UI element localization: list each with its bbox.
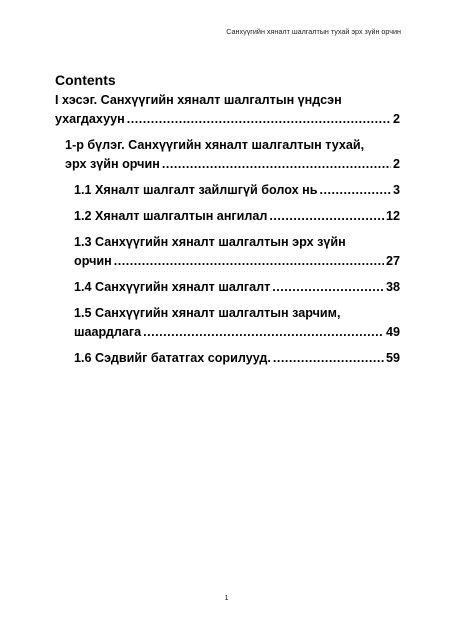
- toc-entry-title: 1.6 Сэдвийг бататгах сорилууд.: [74, 351, 271, 365]
- toc-page-number: 49: [385, 325, 400, 339]
- dot-leader: [320, 181, 391, 200]
- toc-entry-title: 1.1 Хяналт шалгалт зайлшгүй болох нь: [74, 183, 318, 197]
- toc-entry-title-cont: эрх зүйн орчин: [65, 157, 160, 171]
- toc-entry-title-cont: шаардлага: [74, 325, 142, 339]
- toc-entry-title: I хэсэг. Санхүүгийн хяналт шалгалтын үндсэн: [55, 93, 342, 107]
- toc-title: Contents: [55, 72, 116, 88]
- toc-entry-section-1-6[interactable]: [55, 349, 400, 368]
- dot-leader: [273, 349, 384, 368]
- toc-entry-part-1[interactable]: [55, 91, 400, 129]
- toc-entry-section-1-2[interactable]: [55, 207, 400, 226]
- running-header: Санхүүгийн хяналт шалгалтын тухай эрх зүйн орчин: [226, 27, 401, 36]
- toc-entry-title-cont: ухагдахуун: [55, 112, 125, 126]
- dot-leader: [272, 278, 384, 297]
- toc-page-number: 2: [392, 157, 400, 171]
- toc-entry-section-1-4[interactable]: [55, 278, 400, 297]
- toc-entry-title: 1-р бүлэг. Санхүүгийн хяналт шалгалтын тухай,: [65, 138, 365, 152]
- toc-entry-title: 1.4 Санхүүгийн хяналт шалгалт: [74, 280, 271, 294]
- toc-entry-section-1-3[interactable]: [55, 233, 400, 271]
- toc-entry-title: 1.2 Хяналт шалгалтын ангилал: [74, 209, 268, 223]
- toc-entry-title-cont: орчин: [74, 254, 112, 268]
- toc-entry-title: 1.3 Санхүүгийн хяналт шалгалтын эрх зүйн: [74, 235, 346, 249]
- toc-entry-title: 1.5 Санхүүгийн хяналт шалгалтын зарчим,: [74, 306, 341, 320]
- dot-leader: [143, 323, 384, 342]
- toc-page-number: 27: [385, 254, 400, 268]
- toc-page-number: 12: [385, 209, 400, 223]
- dot-leader: [114, 252, 384, 271]
- dot-leader: [127, 110, 391, 129]
- toc-page-number: 38: [385, 280, 400, 294]
- toc-page-number: 59: [385, 351, 400, 365]
- toc-page-number: 2: [392, 112, 400, 126]
- dot-leader: [162, 155, 391, 174]
- toc-entry-section-1-1[interactable]: [55, 181, 400, 200]
- table-of-contents: [55, 71, 400, 375]
- toc-entry-chapter-1[interactable]: [55, 136, 400, 174]
- page-number-footer: 1: [224, 593, 229, 602]
- dot-leader: [269, 207, 384, 226]
- toc-page-number: 3: [392, 183, 400, 197]
- toc-entry-section-1-5[interactable]: [55, 304, 400, 342]
